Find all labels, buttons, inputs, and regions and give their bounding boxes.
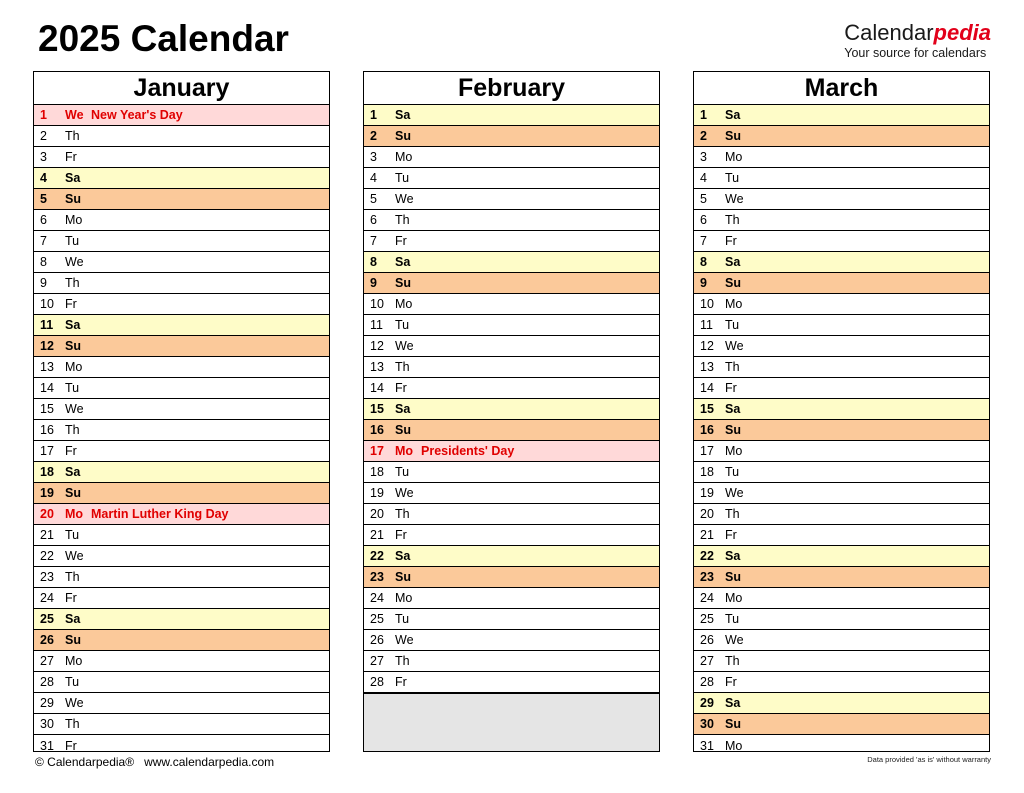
day-number: 10 [700, 297, 714, 311]
day-number: 16 [700, 423, 714, 437]
weekday: Sa [725, 255, 741, 269]
day-row [34, 609, 329, 630]
day-row [694, 420, 989, 441]
day-number: 7 [370, 234, 377, 248]
day-number: 10 [370, 297, 384, 311]
day-number: 10 [40, 297, 54, 311]
day-number: 20 [40, 507, 54, 521]
day-number: 21 [40, 528, 54, 542]
day-number: 1 [40, 108, 47, 122]
day-row [364, 168, 659, 189]
weekday: Sa [65, 318, 81, 332]
weekday: Th [65, 717, 80, 731]
day-number: 28 [370, 675, 384, 689]
day-row [694, 189, 989, 210]
holiday-label: New Year's Day [91, 108, 183, 122]
day-row [34, 714, 329, 735]
day-row [34, 378, 329, 399]
day-number: 8 [370, 255, 377, 269]
day-row [364, 651, 659, 672]
weekday: Tu [725, 612, 740, 626]
weekday: Fr [65, 738, 77, 752]
weekday: Tu [395, 171, 410, 185]
day-row [364, 147, 659, 168]
day-number: 26 [40, 633, 54, 647]
day-number: 29 [700, 696, 714, 710]
weekday: Tu [725, 171, 740, 185]
weekday: Th [395, 360, 410, 374]
day-number: 7 [40, 234, 47, 248]
weekday: We [395, 192, 414, 206]
day-row [694, 147, 989, 168]
footer-copyright-area [35, 755, 274, 769]
weekday: Sa [395, 255, 411, 269]
weekday: We [395, 633, 414, 647]
weekday: Th [725, 360, 740, 374]
day-number: 28 [40, 675, 54, 689]
footer-website-link[interactable]: www.calendarpedia.com [144, 755, 275, 769]
weekday: Fr [65, 591, 77, 605]
day-number: 15 [370, 402, 384, 416]
day-row [34, 735, 329, 752]
page-title: 2025 Calendar [38, 18, 289, 59]
day-row [34, 462, 329, 483]
weekday: Mo [725, 297, 743, 311]
day-row [34, 504, 329, 525]
day-row [364, 294, 659, 315]
day-row [34, 441, 329, 462]
day-number: 12 [40, 339, 54, 353]
day-number: 20 [370, 507, 384, 521]
day-number: 21 [700, 528, 714, 542]
weekday: Fr [395, 675, 407, 689]
day-number: 11 [40, 318, 54, 332]
weekday: Fr [725, 528, 737, 542]
day-row [364, 609, 659, 630]
weekday: Mo [395, 150, 413, 164]
day-number: 3 [370, 150, 377, 164]
weekday: We [725, 633, 744, 647]
weekday: Sa [725, 402, 741, 416]
day-number: 22 [700, 549, 714, 563]
empty-days-area [364, 693, 659, 752]
day-row [364, 252, 659, 273]
day-row [34, 399, 329, 420]
day-row [34, 357, 329, 378]
day-number: 18 [40, 465, 54, 479]
month-panel-january [33, 71, 330, 752]
day-row [694, 525, 989, 546]
weekday: Th [395, 213, 410, 227]
weekday: Mo [725, 738, 743, 752]
day-row [34, 147, 329, 168]
day-number: 18 [700, 465, 714, 479]
day-row [364, 105, 659, 126]
day-number: 15 [40, 402, 54, 416]
day-row [34, 126, 329, 147]
day-number: 2 [370, 129, 377, 143]
day-number: 26 [370, 633, 384, 647]
day-number: 22 [370, 549, 384, 563]
weekday: We [395, 339, 414, 353]
day-row [34, 630, 329, 651]
weekday: Sa [725, 696, 741, 710]
day-row [364, 378, 659, 399]
weekday: Su [395, 423, 411, 437]
day-row [34, 273, 329, 294]
day-number: 8 [40, 255, 47, 269]
day-number: 5 [370, 192, 377, 206]
weekday: Su [725, 276, 741, 290]
day-row [694, 357, 989, 378]
weekday: Fr [725, 234, 737, 248]
brand-tagline: Your source for calendars [844, 46, 987, 60]
day-number: 6 [700, 213, 707, 227]
brand-name-accent: pedia [933, 20, 991, 45]
weekday: Sa [725, 549, 741, 563]
weekday: Mo [725, 444, 743, 458]
weekday: Mo [65, 360, 83, 374]
day-row [694, 735, 989, 752]
weekday: Tu [725, 465, 740, 479]
day-row [364, 588, 659, 609]
day-row [694, 231, 989, 252]
weekday: Th [725, 213, 740, 227]
weekday: Th [65, 276, 80, 290]
day-row [694, 273, 989, 294]
day-row [364, 336, 659, 357]
day-number: 9 [40, 276, 47, 290]
day-number: 1 [700, 108, 707, 122]
day-row [694, 630, 989, 651]
day-number: 22 [40, 549, 54, 563]
weekday: Su [65, 339, 81, 353]
day-row [34, 420, 329, 441]
day-number: 17 [40, 444, 54, 458]
day-row [34, 693, 329, 714]
weekday: Sa [395, 402, 411, 416]
weekday: Th [725, 654, 740, 668]
day-row [694, 504, 989, 525]
day-number: 31 [700, 738, 714, 752]
day-number: 29 [40, 696, 54, 710]
weekday: Mo [395, 297, 413, 311]
day-row [694, 441, 989, 462]
day-row [34, 252, 329, 273]
weekday: Tu [65, 381, 80, 395]
weekday: Sa [65, 465, 81, 479]
weekday: We [725, 486, 744, 500]
day-row [364, 672, 659, 693]
weekday: We [65, 108, 84, 122]
weekday: Th [65, 129, 80, 143]
weekday: We [395, 486, 414, 500]
day-row [34, 525, 329, 546]
day-number: 24 [700, 591, 714, 605]
day-number: 13 [370, 360, 384, 374]
weekday: We [725, 339, 744, 353]
weekday: Mo [65, 213, 83, 227]
day-number: 16 [40, 423, 54, 437]
day-number: 20 [700, 507, 714, 521]
brand-name-plain: Calendar [844, 20, 934, 45]
weekday: Sa [65, 612, 81, 626]
day-row [694, 126, 989, 147]
weekday: Fr [65, 444, 77, 458]
weekday: Fr [65, 150, 77, 164]
brand-logo[interactable] [844, 21, 991, 60]
day-row [34, 567, 329, 588]
day-number: 23 [700, 570, 714, 584]
weekday: Mo [65, 654, 83, 668]
weekday: Fr [395, 381, 407, 395]
day-number: 18 [370, 465, 384, 479]
day-row [364, 630, 659, 651]
day-number: 13 [700, 360, 714, 374]
day-number: 19 [370, 486, 384, 500]
day-number: 27 [700, 654, 714, 668]
weekday: Th [65, 570, 80, 584]
weekday: Su [395, 570, 411, 584]
day-number: 4 [700, 171, 707, 185]
day-number: 11 [370, 318, 383, 332]
day-number: 9 [700, 276, 707, 290]
weekday: Th [395, 654, 410, 668]
weekday: Mo [65, 507, 84, 521]
weekday: Fr [725, 675, 737, 689]
day-row [694, 399, 989, 420]
weekday: Sa [725, 108, 741, 122]
day-row [364, 567, 659, 588]
day-row [694, 378, 989, 399]
day-number: 13 [40, 360, 54, 374]
day-row [694, 714, 989, 735]
day-number: 9 [370, 276, 377, 290]
day-row [364, 315, 659, 336]
day-number: 14 [370, 381, 384, 395]
day-number: 25 [700, 612, 714, 626]
day-row [694, 315, 989, 336]
weekday: Tu [65, 234, 80, 248]
day-row [694, 651, 989, 672]
day-list [34, 105, 329, 752]
day-list [364, 105, 659, 752]
day-row [694, 693, 989, 714]
day-row [364, 189, 659, 210]
weekday: We [65, 696, 84, 710]
day-row [364, 462, 659, 483]
footer-copyright: © Calendarpedia® [35, 755, 135, 769]
day-number: 4 [40, 171, 47, 185]
day-number: 11 [700, 318, 713, 332]
holiday-label: Presidents' Day [421, 444, 515, 458]
day-row [34, 588, 329, 609]
day-number: 2 [40, 129, 47, 143]
day-number: 27 [40, 654, 54, 668]
day-number: 6 [40, 213, 47, 227]
footer-disclaimer: Data provided 'as is' without warranty [867, 755, 991, 764]
day-number: 5 [700, 192, 707, 206]
day-row [34, 168, 329, 189]
day-row [364, 420, 659, 441]
day-number: 26 [700, 633, 714, 647]
day-row [364, 483, 659, 504]
month-panel-february [363, 71, 660, 752]
weekday: Fr [65, 297, 77, 311]
day-number: 30 [40, 717, 54, 731]
weekday: Mo [395, 444, 414, 458]
day-row [34, 105, 329, 126]
day-number: 25 [40, 612, 54, 626]
day-number: 24 [40, 591, 54, 605]
day-number: 31 [40, 738, 54, 752]
month-title: February [364, 72, 659, 105]
weekday: Mo [725, 150, 743, 164]
weekday: Tu [725, 318, 740, 332]
day-number: 21 [370, 528, 384, 542]
day-row [694, 210, 989, 231]
day-row [694, 168, 989, 189]
weekday: Tu [395, 318, 410, 332]
day-row [694, 462, 989, 483]
day-row [364, 210, 659, 231]
day-row [34, 231, 329, 252]
day-number: 19 [40, 486, 54, 500]
day-row [694, 252, 989, 273]
weekday: Tu [65, 675, 80, 689]
day-row [364, 231, 659, 252]
day-number: 28 [700, 675, 714, 689]
weekday: Fr [395, 234, 407, 248]
weekday: Sa [65, 171, 81, 185]
day-number: 7 [700, 234, 707, 248]
day-row [34, 336, 329, 357]
month-title: March [694, 72, 989, 105]
weekday: Tu [65, 528, 80, 542]
weekday: Su [725, 570, 741, 584]
weekday: We [65, 549, 84, 563]
weekday: Su [725, 129, 741, 143]
day-row [364, 357, 659, 378]
weekday: Su [725, 423, 741, 437]
day-row [694, 546, 989, 567]
day-row [364, 504, 659, 525]
holiday-label: Martin Luther King Day [91, 507, 229, 521]
day-number: 15 [700, 402, 714, 416]
weekday: Mo [725, 591, 743, 605]
month-panel-march [693, 71, 990, 752]
day-row [364, 126, 659, 147]
weekday: Tu [395, 612, 410, 626]
day-number: 2 [700, 129, 707, 143]
weekday: We [725, 192, 744, 206]
day-row [694, 567, 989, 588]
day-row [34, 546, 329, 567]
day-number: 6 [370, 213, 377, 227]
day-number: 1 [370, 108, 377, 122]
weekday: Su [725, 717, 741, 731]
day-number: 16 [370, 423, 384, 437]
weekday: We [65, 255, 84, 269]
day-row [34, 315, 329, 336]
day-number: 25 [370, 612, 384, 626]
day-number: 17 [370, 444, 384, 458]
day-row [364, 399, 659, 420]
weekday: Mo [395, 591, 413, 605]
weekday: Tu [395, 465, 410, 479]
day-row [364, 441, 659, 462]
day-row [694, 294, 989, 315]
day-row [34, 210, 329, 231]
brand-name [844, 21, 991, 45]
day-number: 12 [700, 339, 714, 353]
weekday: Sa [395, 108, 411, 122]
weekday: Su [395, 276, 411, 290]
day-number: 3 [700, 150, 707, 164]
weekday: We [65, 402, 84, 416]
day-number: 4 [370, 171, 377, 185]
day-list [694, 105, 989, 752]
day-number: 23 [370, 570, 384, 584]
weekday: Th [395, 507, 410, 521]
day-row [364, 525, 659, 546]
day-row [364, 546, 659, 567]
day-row [34, 672, 329, 693]
day-row [694, 105, 989, 126]
day-row [694, 672, 989, 693]
weekday: Th [725, 507, 740, 521]
day-number: 5 [40, 192, 47, 206]
day-number: 19 [700, 486, 714, 500]
day-row [34, 189, 329, 210]
day-row [34, 483, 329, 504]
day-number: 14 [700, 381, 714, 395]
weekday: Fr [725, 381, 737, 395]
day-row [694, 609, 989, 630]
weekday: Su [65, 486, 81, 500]
day-row [694, 588, 989, 609]
day-number: 14 [40, 381, 54, 395]
day-row [34, 294, 329, 315]
weekday: Th [65, 423, 80, 437]
weekday: Fr [395, 528, 407, 542]
day-row [364, 273, 659, 294]
day-number: 8 [700, 255, 707, 269]
weekday: Sa [395, 549, 411, 563]
day-number: 24 [370, 591, 384, 605]
day-row [34, 651, 329, 672]
day-row [694, 336, 989, 357]
day-number: 3 [40, 150, 47, 164]
day-number: 30 [700, 717, 714, 731]
day-number: 23 [40, 570, 54, 584]
weekday: Su [395, 129, 411, 143]
day-number: 27 [370, 654, 384, 668]
day-row [694, 483, 989, 504]
weekday: Su [65, 192, 81, 206]
month-title: January [34, 72, 329, 105]
day-number: 12 [370, 339, 384, 353]
weekday: Su [65, 633, 81, 647]
day-number: 17 [700, 444, 714, 458]
